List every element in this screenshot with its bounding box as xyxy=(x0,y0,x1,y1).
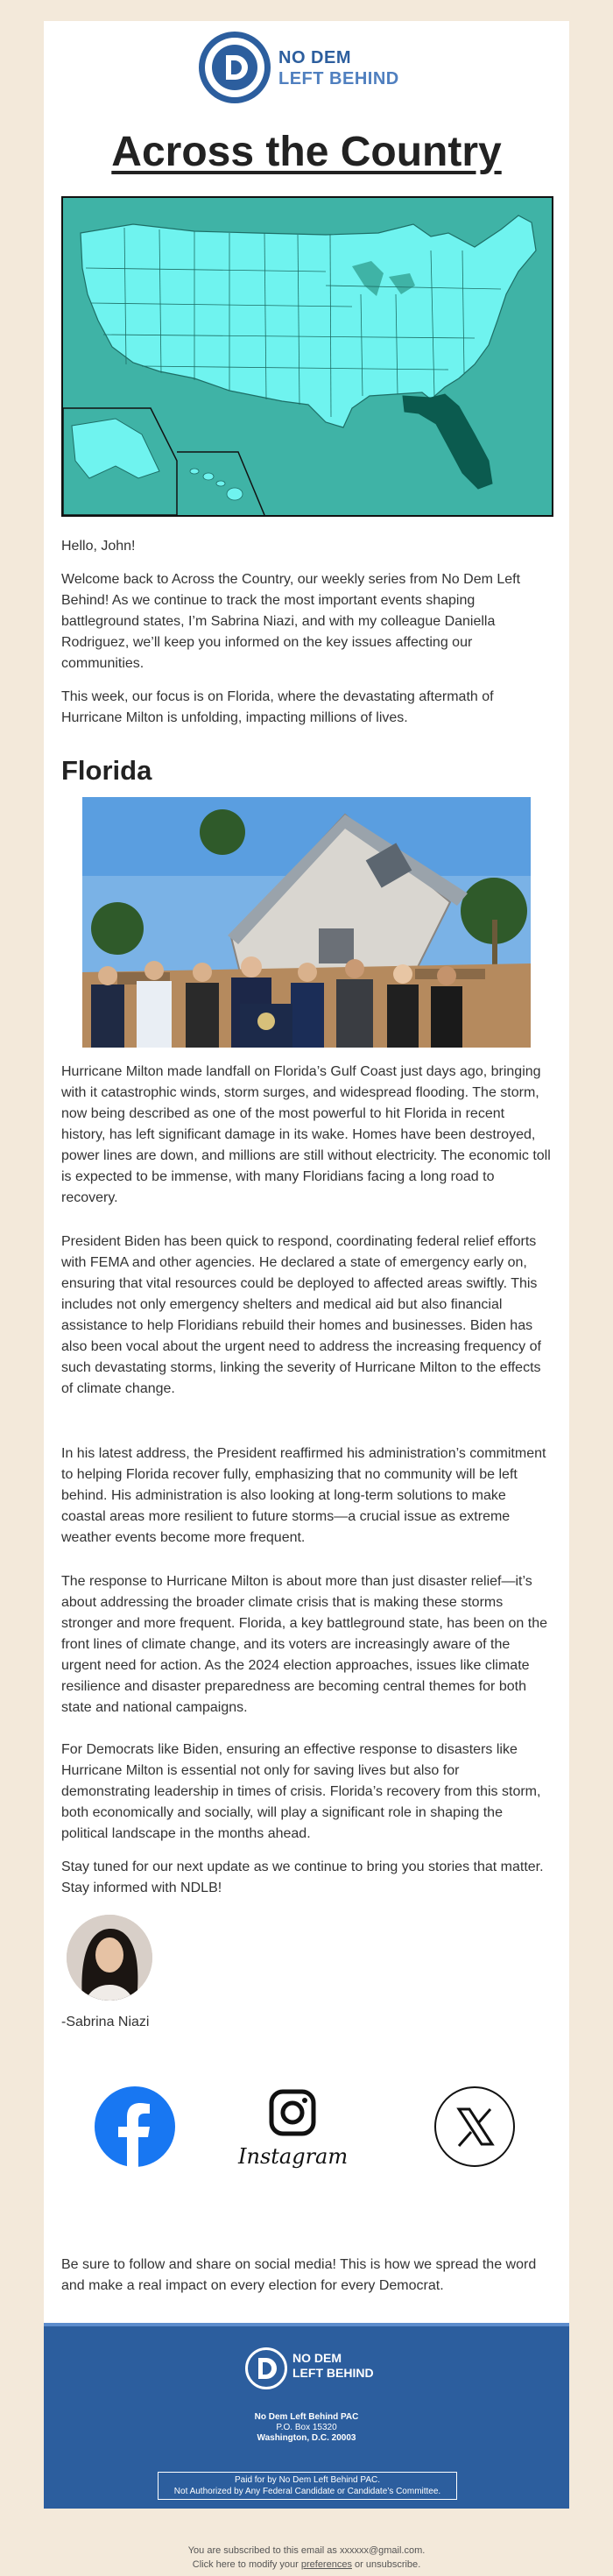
header-logo[interactable] xyxy=(44,32,569,107)
author-signature: -Sabrina Niazi xyxy=(61,2015,150,2029)
logo-icon xyxy=(199,32,271,103)
preferences-suffix: . xyxy=(418,2559,421,2570)
preferences-line xyxy=(0,2559,613,2570)
footer-logo-wordmark xyxy=(292,2351,374,2381)
footer-logo-line1: NO DEM xyxy=(292,2351,342,2365)
logo-line1: NO DEM xyxy=(278,48,351,67)
section-heading: Florida xyxy=(61,755,152,786)
logo-wordmark xyxy=(278,47,399,89)
x-icon[interactable] xyxy=(434,2086,515,2167)
footer xyxy=(44,2326,569,2509)
section-paragraph: The response to Hurricane Milton is about more than just disaster relief—it’s about addressing the broader climate crisis that is making these storms stronger and more frequent. Florida, a key battleground state, has been on the front lines of climate change, and its voters are increasingly aware of the urgent need for action. As the 2024 election approaches, issues like climate resilience and disaster preparedness are becoming central themes for both state and national campaigns. xyxy=(61,1574,548,1715)
newsletter-title: Across the Country xyxy=(111,129,502,175)
footer-disclaimer xyxy=(158,2472,457,2500)
section-paragraph: Stay tuned for our next update as we continue to bring you stories that matter. Stay informed with NDLB! xyxy=(61,1860,544,1895)
instagram-icon[interactable] xyxy=(238,2086,347,2183)
section-paragraph: Hurricane Milton made landfall on Florida’s Gulf Coast just days ago, bringing with it catastrophic winds, storm surges, and widespread flooding. The storm, now being described as one of the most powerful to hit Florida in recent history, has left significant damage in its wake. Homes have been destroyed, power lines are down, and millions are still without electricity. The economic toll is expected to be immense, with many Floridians facing a long road to recovery. xyxy=(61,1064,551,1205)
preferences-prefix: Click here to modify your xyxy=(192,2559,301,2570)
footer-po-box: P.O. Box 15320 xyxy=(276,2423,337,2432)
newsletter-card xyxy=(44,21,569,2509)
section-paragraph: President Biden has been quick to respond, coordinating federal relief efforts with FEMA and other agencies. He declared a state of emergency early on, ensuring that vital resources could be deployed to affected areas swiftly. This includes not only emergency shelters and medical aid but also financial assistance to help Floridians rebuild their homes and businesses. Biden has also been vocal about the urgent need to address the increasing frequency of such devastating storms, linking the severity of Hurricane Milton to the effects of climate change. xyxy=(61,1234,541,1396)
section-paragraph: For Democrats like Biden, ensuring an effective response to disasters like Hurricane Milton is essential not only for saving lives but also for demonstrating leadership in times of crisis. Florida’s recovery from this storm, both economically and socially, will play a significant role in shaping the political landscape in the months ahead. xyxy=(61,1742,541,1841)
footer-logo-icon[interactable] xyxy=(245,2347,287,2389)
preferences-link[interactable]: preferences xyxy=(300,2559,352,2570)
facebook-icon[interactable] xyxy=(95,2086,175,2167)
unsubscribe-link[interactable]: unsubscribe xyxy=(365,2559,419,2570)
logo-line2: LEFT BEHIND xyxy=(278,69,399,88)
paid-for-text: Paid for by No Dem Left Behind PAC. xyxy=(234,2475,380,2485)
not-authorized-text: Not Authorized by Any Federal Candidate or Candidate’s Committee. xyxy=(173,2487,441,2496)
us-map-icon xyxy=(61,196,553,517)
section-paragraph: In his latest address, the President reaffirmed his administration’s commitment to helping Florida recover fully, emphasizing that no community will be left behind. His administration is also looking at long-term solutions to make coastal areas more resilient to future storms—a crucial issue as extreme weather events become more frequent. xyxy=(61,1446,546,1545)
instagram-label: Instagram xyxy=(238,2144,349,2169)
author-avatar xyxy=(67,1915,152,2001)
social-cta: Be sure to follow and share on social media! This is how we spread the word and make a real impact on every election for every Democrat. xyxy=(61,2257,537,2293)
press-conference-photo xyxy=(82,797,531,1048)
preferences-middle: or xyxy=(351,2559,366,2570)
footer-org: No Dem Left Behind PAC xyxy=(254,2412,359,2422)
footer-logo-line2: LEFT BEHIND xyxy=(292,2366,374,2380)
focus-paragraph: This week, our focus is on Florida, where the devastating aftermath of Hurricane Milton is unfolding, impacting millions of lives. xyxy=(61,689,494,725)
greeting: Hello, John! xyxy=(61,539,136,554)
intro-paragraph: Welcome back to Across the Country, our weekly series from No Dem Left Behind! As we continue to track the most important events shaping battleground states, I’m Sabrina Niazi, and with my colleague Daniella Rodriguez, we’ll keep you informed on the key issues affecting our communities. xyxy=(61,572,521,671)
footer-city: Washington, D.C. 20003 xyxy=(257,2433,356,2443)
subscription-line: You are subscribed to this email as xxxxxx@gmail.com. xyxy=(187,2545,426,2556)
